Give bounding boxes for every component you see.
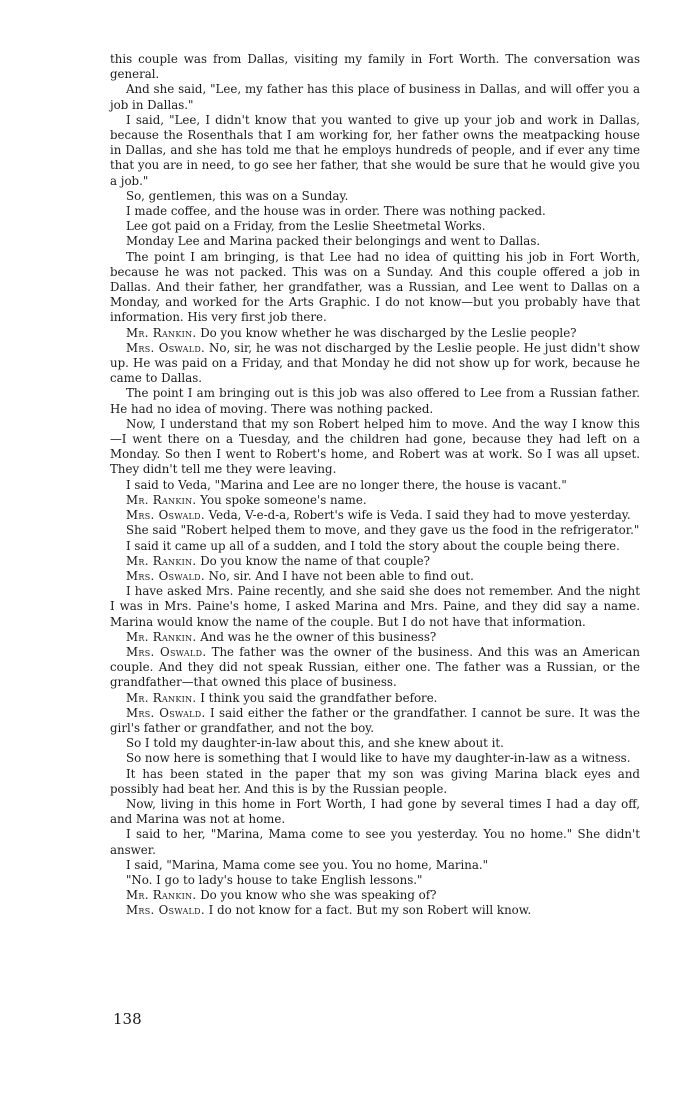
paragraph bbox=[110, 417, 640, 478]
paragraph-text: Veda, V-e-d-a, Robert's wife is Veda. I said they had to move yesterday. bbox=[208, 508, 631, 523]
speaker-label: Mrs. Oswald. bbox=[126, 568, 205, 583]
paragraph bbox=[110, 523, 640, 538]
paragraph bbox=[110, 858, 640, 873]
paragraph-text: I think you said the grandfather before. bbox=[200, 690, 438, 705]
speaker-label: Mr. Rankin. bbox=[126, 553, 197, 568]
paragraph-text: She said "Robert helped them to move, and they gave us the food in the refrigerator." bbox=[126, 523, 640, 538]
paragraph bbox=[110, 189, 640, 204]
paragraph-text: I said, "Marina, Mama come see you. You no home, Marina." bbox=[126, 857, 489, 872]
paragraph-text: And she said, "Lee, my father has this place of business in Dallas, and will offer you a job in Dallas." bbox=[110, 82, 640, 112]
paragraph bbox=[110, 493, 640, 508]
paragraph bbox=[110, 569, 640, 584]
paragraph bbox=[110, 888, 640, 903]
speaker-label: Mr. Rankin. bbox=[126, 629, 197, 644]
paragraph-text: I said to her, "Marina, Mama come to see you yesterday. You no home." She didn't answer. bbox=[110, 827, 640, 857]
speaker-label: Mr. Rankin. bbox=[126, 888, 197, 903]
paragraph bbox=[110, 554, 640, 569]
paragraph-text: I said to Veda, "Marina and Lee are no longer there, the house is vacant." bbox=[126, 477, 567, 492]
paragraph-text: Do you know who she was speaking of? bbox=[200, 888, 437, 903]
paragraph-text: The father was the owner of the business. And this was an American couple. And they did not speak Russian, either one. The father was a Russian, or the grandfather—that owned this place of business. bbox=[110, 644, 641, 690]
paragraph-text: The point I am bringing, is that Lee had no idea of quitting his job in Fort Worth, because he was not packed. This was on a Sunday. And this couple offered a job in Dallas. And their father, her grandfather, was a Russian, and Lee went to Dallas on a Monday, and worked for the Arts Graphic. I do not know—but you probably have that information. His very first job there. bbox=[110, 249, 640, 325]
paragraph-text: So, gentlemen, this was on a Sunday. bbox=[126, 188, 349, 203]
paragraph-text: You spoke someone's name. bbox=[200, 492, 367, 507]
paragraph-text: It has been stated in the paper that my son was giving Marina black eyes and possibly had beat her. And this is by the Russian people. bbox=[110, 766, 640, 796]
speaker-label: Mrs. Oswald. bbox=[126, 340, 206, 355]
paragraph bbox=[110, 204, 640, 219]
paragraph-text: Lee got paid on a Friday, from the Leslie Sheetmetal Works. bbox=[126, 219, 486, 234]
paragraph-text: No, sir, he was not discharged by the Leslie people. He just didn't show up. He was paid on a Friday, and that Monday he did not show up for work, because he came to Dallas. bbox=[110, 340, 640, 386]
speaker-label: Mr. Rankin. bbox=[126, 492, 197, 507]
paragraph bbox=[110, 645, 640, 691]
speaker-label: Mr. Rankin. bbox=[126, 325, 197, 340]
paragraph-text: Do you know the name of that couple? bbox=[200, 553, 430, 568]
paragraph bbox=[110, 767, 640, 797]
paragraph bbox=[110, 478, 640, 493]
paragraph-text: Now, I understand that my son Robert helped him to move. And the way I know this—I went there on a Tuesday, and the children had gone, because they had left on a Monday. So then I went to Robert's home, and Robert was at work. So I was all upset. They didn't tell me they were leaving. bbox=[110, 416, 640, 477]
paragraph bbox=[110, 113, 640, 189]
paragraph-text: I have asked Mrs. Paine recently, and she said she does not remember. And the night I was in Mrs. Paine's home, I asked Marina and Mrs. Paine, and they did say a name. Marina would know the name of the couple. But I do not have that information. bbox=[110, 584, 640, 629]
paragraph-text: No, sir. And I have not been able to find out. bbox=[208, 568, 474, 583]
paragraph-text: I made coffee, and the house was in order. There was nothing packed. bbox=[126, 204, 546, 219]
paragraph bbox=[110, 584, 640, 630]
paragraph bbox=[110, 386, 640, 416]
paragraph bbox=[110, 234, 640, 249]
paragraph bbox=[110, 539, 640, 554]
paragraph-text: this couple was from Dallas, visiting my family in Fort Worth. The conversation was general. bbox=[110, 52, 640, 82]
page-number: 138 bbox=[113, 1010, 142, 1028]
paragraph-text: Monday Lee and Marina packed their belongings and went to Dallas. bbox=[126, 234, 541, 249]
paragraph bbox=[110, 326, 640, 341]
speaker-label: Mrs. Oswald. bbox=[126, 903, 205, 918]
paragraph-text: Now, living in this home in Fort Worth, I had gone by several times I had a day off, and Marina was not at home. bbox=[110, 796, 640, 827]
paragraph bbox=[110, 691, 640, 706]
paragraph bbox=[110, 751, 640, 766]
paragraph-text: So I told my daughter-in-law about this, and she knew about it. bbox=[126, 736, 504, 751]
document-body bbox=[110, 52, 640, 919]
speaker-label: Mrs. Oswald. bbox=[126, 644, 207, 659]
paragraph bbox=[110, 903, 640, 918]
paragraph bbox=[110, 736, 640, 751]
paragraph-text: I said it came up all of a sudden, and I told the story about the couple being there. bbox=[126, 538, 620, 553]
paragraph bbox=[110, 827, 640, 857]
paragraph-text: I said, "Lee, I didn't know that you wanted to give up your job and work in Dallas, because the Rosenthals that I am working for, her father owns the meatpacking house in Dallas, and she has told me that he employs hundreds of people, and if ever any time that you are in need, to go see her father, that she would be sure that he would give you a job." bbox=[110, 112, 640, 188]
paragraph bbox=[110, 341, 640, 387]
paragraph bbox=[110, 873, 640, 888]
paragraph bbox=[110, 630, 640, 645]
paragraph bbox=[110, 508, 640, 523]
speaker-label: Mrs. Oswald. bbox=[126, 705, 206, 720]
paragraph-text: I do not know for a fact. But my son Robert will know. bbox=[208, 903, 532, 918]
paragraph-text: "No. I go to lady's house to take English lessons." bbox=[126, 872, 423, 887]
speaker-label: Mr. Rankin. bbox=[126, 690, 197, 705]
paragraph-text: So now here is something that I would like to have my daughter-in-law as a witness. bbox=[126, 751, 631, 766]
paragraph-text: The point I am bringing out is this job was also offered to Lee from a Russian father. He had no idea of moving. There was nothing packed. bbox=[110, 386, 640, 416]
paragraph bbox=[110, 250, 640, 326]
paragraph bbox=[110, 219, 640, 234]
paragraph-text: Do you know whether he was discharged by the Leslie people? bbox=[200, 325, 577, 340]
paragraph bbox=[110, 797, 640, 827]
paragraph bbox=[110, 82, 640, 112]
speaker-label: Mrs. Oswald. bbox=[126, 508, 205, 523]
paragraph bbox=[110, 52, 640, 82]
paragraph bbox=[110, 706, 640, 736]
paragraph-text: I said either the father or the grandfather. I cannot be sure. It was the girl's father or grandfather, and not the boy. bbox=[110, 705, 640, 735]
paragraph-text: And was he the owner of this business? bbox=[200, 629, 437, 644]
